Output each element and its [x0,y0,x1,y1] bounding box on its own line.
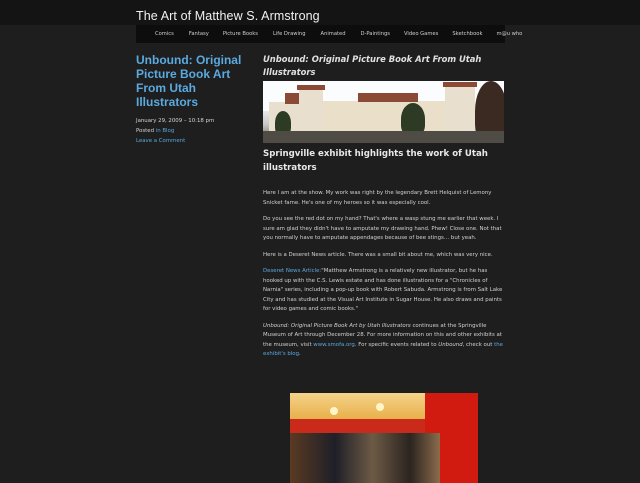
exhibit-blog-link[interactable]: the exhibit's blog [263,341,503,357]
para5-text-1: continues at the Springville Museum of Art through December 28. For more information on this and other exhibits at the museum, visit [263,322,502,348]
building-tower-left [299,89,323,132]
para5-text-3: , check out [462,341,495,348]
ground [263,131,504,143]
roof-tower-right [443,82,477,87]
site-header [0,0,640,25]
building-center [323,101,453,132]
smofa-link[interactable]: www.smofa.org [313,341,355,348]
nav-item-d-paintings[interactable]: D-Paintings [360,31,390,37]
paragraph-3: Here is a Deseret News article. There was a small bit about me, which was very nice. [263,251,493,258]
roof-center [358,93,418,102]
exhibit-title: Unbound: Original Picture Book Art by Utah Illustrators [263,322,411,329]
quote-text: "Matthew Armstrong is a relatively new illustrator, but he has hooked up with the C.S. Lewis estate and has done illustrations for a "Chronicles of Narnia" series, including a pop-up book with Robert Sabuda. Armstrong is from Salt Lake City and has studied at the Visual Art Institute in Sugar House. He also draws and paints for video games and comic books." [263,268,503,312]
building-tower-right [445,85,475,132]
para5-text-2: . For specific events related to [354,341,439,348]
comment-meta [136,138,254,144]
entry-heading: Unbound: Original Picture Book Art From Utah Illustrators [263,54,482,77]
nav-item-picture-books[interactable]: Picture Books [222,31,258,37]
post-title[interactable]: Unbound: Original Picture Book Art From Utah Illustrators [136,53,242,109]
main-nav [136,25,523,43]
nav-item-video-games[interactable]: Video Games [403,31,439,37]
nav-item-who[interactable]: m@u who [496,31,523,37]
para5-text-4: . [299,351,301,357]
post-content [263,53,505,360]
roof-tower-left [297,85,325,90]
nav-item-life-drawing[interactable]: Life Drawing [272,31,306,37]
post-date: January 29, 2009 – 10:18 pm [136,118,215,124]
paragraph-5 [263,322,505,360]
deseret-news-link[interactable]: Deseret News Article: [263,268,322,274]
post-meta-sidebar [136,53,254,144]
site-title[interactable]: The Art of Matthew S. Armstrong [136,9,320,23]
category-link-blog[interactable]: in Blog [155,128,175,134]
posted-in-prefix: Posted [136,128,156,134]
paragraph-2: Do you see the red dot on my hand? That's where a wasp stung me earlier that week. I sure am glad they didn't have to amputate my drawing hand. Phew! Close one. Not that you normally have to amputate appendages because of bee stings… but yeah. [263,216,502,241]
nav-item-animated[interactable]: Animated [320,31,346,37]
ceiling-light [376,403,384,411]
paragraph-1: Here I am at the show. My work was right by the legendary Brett Helquist of Lemony Snicket fame. He's one of my heroes so it was especially cool. [263,190,492,206]
exhibit-title-short: Unbound [438,341,463,348]
paragraph-4 [263,267,505,315]
crowd [290,433,440,483]
ceiling-light [330,407,338,415]
museum-building-photo[interactable] [263,81,504,143]
entry-subheading: Springville exhibit highlights the work of Utah illustrators [263,149,488,173]
nav-item-comics[interactable]: Comics [155,31,174,37]
post-category [136,128,254,134]
nav-item-sketchbook[interactable]: Sketchbook [452,31,483,37]
gallery-crowd-photo[interactable] [290,393,478,483]
leave-comment-link[interactable]: Leave a Comment [136,138,186,144]
nav-item-fantasy[interactable]: Fantasy [188,31,209,37]
